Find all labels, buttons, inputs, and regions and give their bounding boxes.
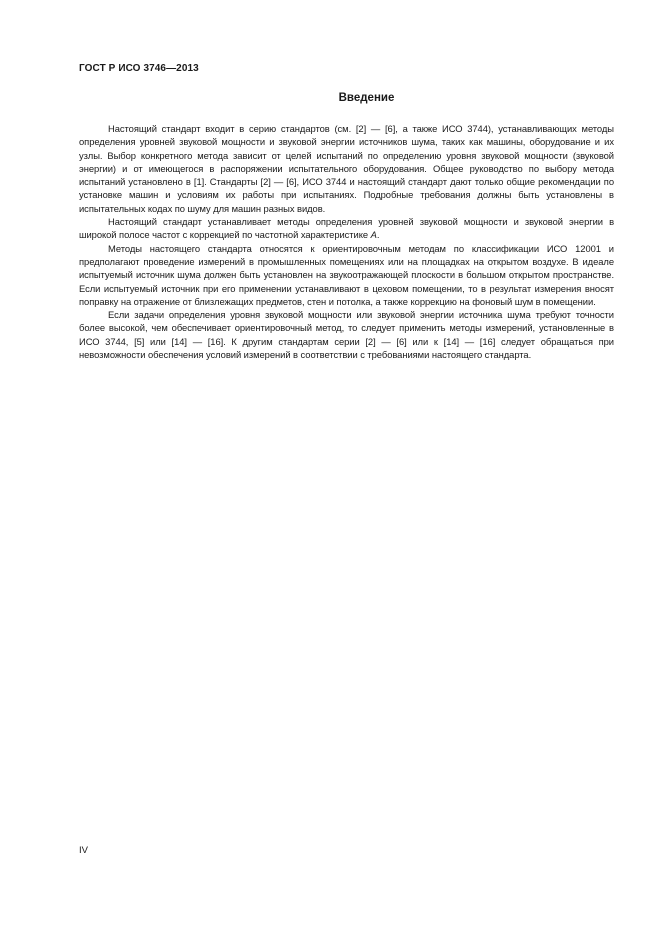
- paragraph-2-text: Настоящий стандарт устанавливает методы определения уровней звуковой мощности и звуковой энергии в широкой полосе частот с коррекцией по частотной характеристике: [79, 216, 614, 241]
- introduction-body: [79, 122, 614, 361]
- paragraph-3: Методы настоящего стандарта относятся к ориентировочным методам по классификации ИСО 12001 и предполагают проведение измерений в промышленных помещениях или на площадках на открытом воздухе. В идеале испытуемый источник шума должен быть установлен на звукоотражающей плоскости в большом открытом пространстве. Если испытуемый источник при его применении устанавливают в цеховом помещении, то в результат измерения вносят поправку на отражение от близлежащих предметов, стен и потолка, а также коррекцию на фоновый шум в помещении.: [79, 242, 614, 307]
- paragraph-1: Настоящий стандарт входит в серию стандартов (см. [2] — [6], а также ИСО 3744), устанавливающих методы определения уровней звуковой мощности и звуковой энергии источников шума, таких как машины, оборудование и их узлы. Выбор конкретного метода зависит от целей испытаний по определению уровня звуковой мощности (звуковой энергии) и от имеющегося в распоряжении испытательного оборудования. Общее руководство по выбору метода испытаний установлено в [1]. Стандарты [2] — [6], ИСО 3744 и настоящий стандарт дают только общие рекомендации по установке машин и условиям их работы при испытаниях. Подробные требования должны быть установлены в испытательных кодах по шуму для машин разных видов.: [79, 123, 614, 214]
- paragraph-4: Если задачи определения уровня звуковой мощности или звуковой энергии источника шума требуют точности более высокой, чем обеспечивает ориентировочный метод, то следует применить методы измерений, установленные в ИСО 3744, [5] или [14] — [16]. К другим стандартам серии [2] — [6] или к [14] — [16] следует обращаться при невозможности обеспечения условий измерений в соответствии с требованиями настоящего стандарта.: [79, 309, 614, 361]
- paragraph-2: [79, 215, 614, 242]
- page-number: IV: [79, 845, 88, 856]
- paragraph-2-end: .: [376, 229, 380, 241]
- paragraph-2-italic-a: А: [370, 229, 377, 241]
- section-title: Введение: [338, 92, 395, 104]
- standard-code-header: ГОСТ Р ИСО 3746—2013: [79, 63, 199, 74]
